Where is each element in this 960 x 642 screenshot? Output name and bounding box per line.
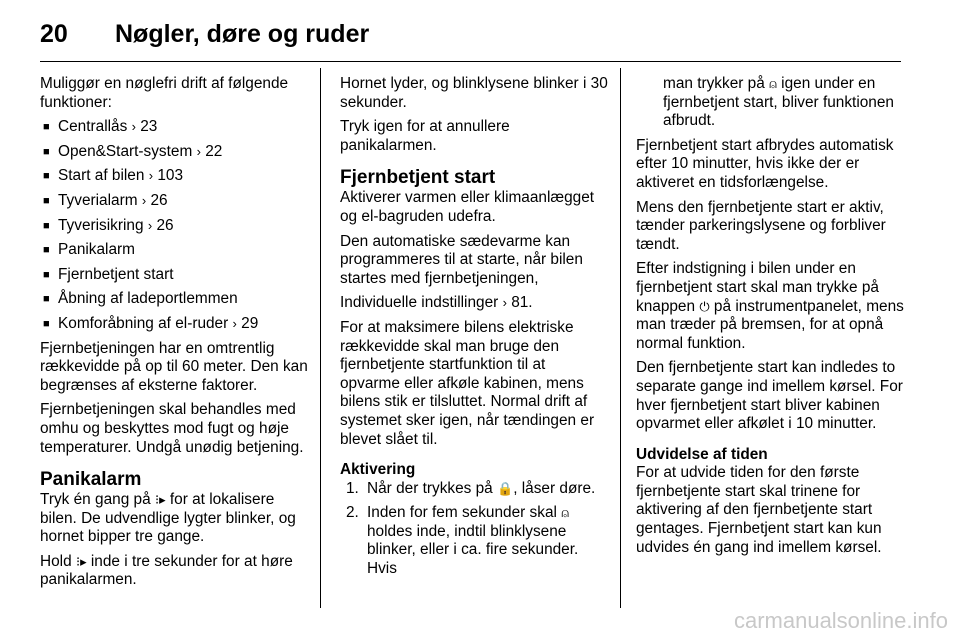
list-item [40,290,308,309]
column-2 [340,75,608,585]
column-3 [636,75,904,563]
lock-icon: 🔒 [497,480,514,496]
range-tip-paragraph: For at maksimere bilens elektriske rækkevidde skal man bruge den fjernbetjente startfunktion til at opvarme eller afkøle kabinen, mens bilens stik er tilsluttet. Normal drift af systemet sker igen, når tændingen er blevet slået til. [340,318,595,448]
feature-list [40,118,308,333]
page-ref: 29 [241,314,259,332]
arrow-ref-icon: › [141,192,147,208]
list-item [40,192,308,211]
list-item-label: Open&Start-system [58,142,193,160]
column-divider-1 [320,68,321,608]
list-item-label: Fjernbetjent start [58,265,174,283]
panic-paragraph-2: Hold ⁝▸ inde i tre sekunder for at høre panikalarmen. [40,552,293,589]
section-heading-panic: Panikalarm [40,469,142,491]
page-number: 20 [40,20,68,48]
list-item-label: Start af bilen [58,167,145,185]
remote-button-icon: ⁝▸ [154,492,166,508]
settings-reference: Individuelle indstillinger › 81. [340,294,533,312]
arrow-ref-icon: › [232,315,237,331]
remote-start-icon: ⍝ [561,505,570,521]
entry-paragraph: Efter indstigning i bilen under en fjernbetjent start skal man trykke på knappen ⏻ på instrumentpanelet, mens man træder på bremsen, for at opnå normal funktion. [636,260,904,352]
remote-start-icon: ⍝ [769,76,777,91]
list-item-label: Komforåbning af el-ruder [58,314,229,332]
arrow-ref-icon: › [131,119,136,135]
cancel-paragraph: Tryk igen for at annullere panikalarmen. [340,118,510,154]
remote-start-paragraph-2: Den automatiske sædevarme kan programmeres til at starte, når bilen startes med fjernbetjeningen, [340,232,583,287]
list-item-label: Centrallås [58,118,128,136]
care-paragraph: Fjernbetjeningen skal behandles med omhu og beskyttes mod fugt og høje temperaturer. Undgå unødig betjening. [40,401,304,456]
step-item: 1. Når der trykkes på 🔒, låser døre. [346,479,596,497]
arrow-ref-icon: › [148,168,154,184]
arrow-ref-icon: › [502,295,507,311]
list-item-label: Åbning af ladeportlemmen [58,290,238,308]
panic-paragraph-1: Tryk én gang på ⁝▸ for at lokalisere bilen. De udvendlige lygter blinker, og hornet bipper tre gange. [40,491,296,546]
auto-stop-paragraph: Fjernbetjent start afbrydes automatisk efter 10 minutter, hvis ikke der er aktiveret en tidsforlængelse. [636,136,894,191]
step-continuation: man trykker på ⍝ igen under en fjernbetjent start, bliver funktionen afbrudt. [663,75,894,130]
page-ref: 23 [140,118,158,136]
list-item [40,167,308,186]
watermark: carmanualsonline.info [733,608,948,633]
section-heading-remote-start: Fjernbetjent start [340,167,496,189]
column-1 [40,75,308,596]
page-ref: 103 [157,167,184,185]
range-paragraph: Fjernbetjeningen har en omtrentlig rækkevidde på op til 60 meter. Den kan begrænses af eksterne faktorer. [40,339,308,394]
page-ref: 26 [150,191,168,209]
list-item-label: Tyverisikring [58,216,144,234]
page-header [40,14,910,54]
column-divider-2 [620,68,621,608]
page-ref: 26 [156,216,174,234]
remote-button-icon: ⁝▸ [75,553,87,569]
list-item-label: Panikalarm [58,241,135,259]
parking-lights-paragraph: Mens den fjernbetjente start er aktiv, tænder parkeringslysene og forbliver tændt. [636,198,886,253]
subheading-activation: Aktivering [340,461,416,479]
header-divider [40,61,901,62]
extension-paragraph: For at udvide tiden for den første fjernbetjente start skal trinene for aktivering af den fjernbetjente start gentages. Fjernbetjent start kan kun udvides én gang ind imellem kørsel. [636,464,882,556]
repeat-paragraph: Den fjernbetjente start kan indledes to separate gange ind imellem kørsel. For hver fjernbetjent start bliver kabinen opvarmet eller afkølet i 10 minutter. [636,359,903,433]
list-item [40,266,308,285]
page-title: Nøgler, døre og ruder [115,20,370,48]
list-item [40,217,308,236]
list-item [40,143,308,162]
list-item [40,315,308,334]
list-item [40,241,308,260]
list-item [40,118,308,137]
activation-steps [340,480,608,579]
subheading-time-extension: Udvidelse af tiden [636,445,768,463]
list-item-label: Tyverialarm [58,191,138,209]
page-ref: 22 [205,142,223,160]
power-icon: ⏻ [699,298,710,314]
remote-start-paragraph-1: Aktiverer varmen eller klimaanlægget og el-bagruden udefra. [340,189,595,225]
horn-paragraph: Hornet lyder, og blinklysene blinker i 30 sekunder. [340,75,608,111]
intro-paragraph: Muliggør en nøglefri drift af følgende funktioner: [40,75,289,111]
arrow-ref-icon: › [147,217,153,233]
step-item: 2. Inden for fem sekunder skal ⍝ holdes inde, indtil blinklysene blinker, eller i ca. fire sekunder. Hvis [346,504,579,578]
arrow-ref-icon: › [196,143,201,159]
